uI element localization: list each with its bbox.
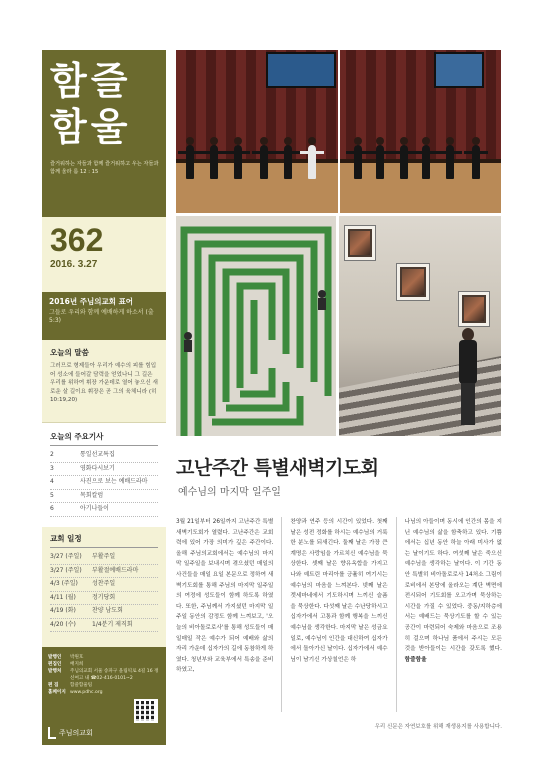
article-label: 영화다시보기 — [80, 464, 115, 472]
issue-block — [42, 217, 166, 292]
homepage-link[interactable]: www.pdhc.org — [70, 690, 103, 695]
stage-screen — [434, 52, 484, 88]
todays-word-text: 그러므로 형제들아 우리가 예수의 피를 힘입어 성소에 들어갈 담력을 얻었나니 그 길은 우리를 위하여 휘장 가운데로 열어 놓으신 새로운 살 길이요 휘장은 곧 그의 육체니라 (히 10:19,20) — [50, 363, 158, 404]
article-row[interactable] — [50, 463, 158, 477]
photo-via-dolorosa-gallery — [339, 216, 501, 436]
publisher-row[interactable] — [48, 689, 160, 696]
performer — [472, 145, 480, 179]
schedule-event: 1/4분기 제직회 — [92, 620, 133, 628]
column-rule — [281, 517, 282, 712]
article-headline: 고난주간 특별새벽기도회 — [176, 457, 379, 479]
article-subheadline: 예수님의 마지막 일주일 — [178, 487, 281, 498]
performer — [446, 145, 454, 179]
issue-number: 362 — [50, 222, 104, 258]
article-page: 2 — [50, 451, 54, 458]
publisher-value: 함즐함울팀 — [70, 683, 93, 688]
schedule-row — [50, 605, 158, 619]
todays-word — [42, 340, 166, 422]
masthead-verse: 즐거워하는 자들과 함께 즐거워하고 우는 자들과 함께 울라 롬 12 : 15 — [50, 161, 159, 175]
article-page: 5 — [50, 491, 54, 499]
photo-worship-drama — [176, 50, 501, 213]
publisher-label: 발행인 — [48, 655, 62, 660]
publisher-info — [42, 647, 166, 745]
performer — [260, 145, 268, 179]
schedule-row — [50, 592, 158, 606]
article-column-2: 찬양과 연주 등의 시간이 있었다. 첫째 날은 성전 정화를 하시는 예수님의 거룩한 분노를 되새긴다. 둘째 날은 가장 큰 계명은 사랑임을 가르치신 예수님을 묵상한다. 셋째 날은 향유옥합을 가지고 나와 예트린 마리아를 긍휼히 여기시는 예수님의 마음을 느껴본다. 넷째 날은 겟세마네에서 기도하시며 느끼신 슬픔을 묵상한다. 다섯째 날은 수난당하시고 십자가에서 고통과 함께 행복을 느끼신 예수님을 생각한다. 마지막 날은 성금요일로, 예수님이 인간을 대신하여 십자가에서 돌아가신 날이다. 십자가에서 예수님이 남기신 가상칠언은 하 — [290, 519, 388, 663]
theme-title: 2016년 주님의교회 표어 — [49, 297, 134, 306]
publisher-value: 배지희 — [70, 662, 84, 667]
masthead-title-line2: 함울 — [50, 104, 132, 149]
issue-date: 2016. 3.27 — [50, 259, 98, 270]
article-label: 목회칼럼 — [80, 491, 104, 499]
schedule-event: 부활주일 — [92, 553, 116, 560]
performer — [234, 145, 242, 179]
schedule-row — [50, 551, 158, 565]
article-page: 3 — [50, 464, 54, 472]
article-row[interactable] — [50, 476, 158, 490]
schedule-date: 4/3 (주일) — [50, 580, 78, 587]
performer — [422, 145, 430, 179]
schedule-event: 찬양 남도회 — [92, 607, 123, 614]
theme-block — [42, 292, 166, 340]
schedule-row — [50, 619, 158, 633]
photo-prayer-labyrinth — [176, 216, 336, 436]
painting-frame — [397, 264, 429, 300]
labyrinth-graphic — [176, 216, 336, 436]
article-page: 4 — [50, 478, 54, 486]
performer — [284, 145, 292, 179]
publisher-value: 박원호 — [70, 655, 84, 660]
masthead — [42, 50, 166, 217]
publisher-row — [48, 654, 160, 661]
schedule-date: 3/27 (주일) — [50, 566, 82, 574]
recycled-paper-note: 우리 신문은 자연보호를 위해 재생용지를 사용합니다. — [374, 724, 502, 730]
article-row[interactable] — [50, 503, 158, 517]
main-articles — [42, 422, 166, 527]
performer — [210, 145, 218, 179]
article-column-1: 3월 21일부터 26일까지 고난주간 특별새벽기도회가 열렸다. 고난주간은 교회력에 있어 가장 의미가 깊은 주간이다. 올해 주님의교회에서는 예수님의 마지막 일주일을 보내시며 겪으셨던 매일의 사건들을 매일 요일 본문으로 정하여 새벽기도회를 통해 주님의 마지막 일주일의 여정에 성도들이 함께 하도록 하였다. 또한, 주님께서 가지셨던 마지막 일주일 동안의 감정도 함께 느껴보고, '오늘의 비아돌로로사'를 통해 성도들이 매일매일 작은 예수가 되어 예배와 삶의 자리 가운데 십자가의 길에 동참하게 하였다. 청년부와 교육부에서 특송을 준비하였고, — [176, 519, 274, 674]
publisher-label: 편집인 — [48, 662, 62, 667]
publisher-row — [48, 661, 160, 668]
main-articles-title: 오늘의 주요기사 — [50, 431, 158, 446]
painting-frame — [459, 292, 489, 326]
performer — [376, 145, 384, 179]
publisher-label: 발행처 — [48, 669, 62, 674]
article-label: 통일선교특집 — [80, 451, 115, 458]
article-label: 사진으로 보는 예배드라마 — [80, 478, 148, 486]
article-row[interactable] — [50, 449, 158, 463]
article-signature: 함즐함울 — [404, 656, 427, 663]
column-rule — [396, 517, 397, 712]
performer — [308, 145, 316, 179]
article-page: 6 — [50, 505, 54, 513]
qr-code-icon[interactable] — [134, 699, 158, 723]
publisher-row — [48, 682, 160, 689]
church-logo — [48, 727, 93, 739]
schedule-date: 4/11 (월) — [50, 593, 76, 601]
stage-screen — [266, 52, 336, 88]
performer — [400, 145, 408, 179]
article-column-3 — [405, 517, 502, 712]
masthead-title-line1: 함즐 — [50, 58, 132, 103]
church-schedule — [42, 527, 166, 647]
performer — [186, 145, 194, 179]
publisher-label: 편 집 — [48, 683, 59, 688]
article-row[interactable] — [50, 490, 158, 504]
publisher-row — [48, 668, 160, 682]
performer — [354, 145, 362, 179]
schedule-event: 정기당회 — [92, 593, 116, 601]
schedule-date: 4/20 (수) — [50, 620, 76, 628]
painting-frame — [345, 226, 375, 260]
photo-divider — [338, 50, 340, 213]
sidebar — [42, 50, 166, 745]
article-label: 아기나들이 — [80, 505, 109, 513]
schedule-event: 성찬주일 — [92, 580, 116, 587]
schedule-date: 4/19 (화) — [50, 607, 76, 614]
church-schedule-title: 교회 일정 — [50, 533, 158, 548]
schedule-date: 3/27 (주일) — [50, 553, 82, 560]
todays-word-title: 오늘의 말씀 — [50, 348, 89, 357]
article-column-3-text: 나님의 아들이며 동시에 인간의 몸을 지닌 예수님의 삶을 함축하고 있다. 기쁨에서는 십년 동안 하늘 아래 미사가 없는 날이기도 하다. 여섯째 날은 죽으신 예수님을 생각하는 날이다. 이 기간 동안 특별히 비아돌로로사 14처소 그림이 로비에서 본당에 올라오는 계단 벽면에 전시되어 기도회를 오고가며 묵상하는 시간을 가질 수 있었다. 중동/지하층에서는 예배드는 묵상기도를 할 수 있는 공간이 마련되어 숙제와 마음으로 조용히 걸으며 하나님 품에서 주시는 모든 것을 받아들이는 시간을 갖도록 했다. — [404, 519, 502, 653]
church-logo-icon — [48, 727, 56, 739]
schedule-row — [50, 578, 158, 592]
schedule-row — [50, 565, 158, 579]
article-body — [176, 517, 502, 712]
publisher-value: 주님의교회 서울 송파구 올림픽로 4길 16 정신여고 내 ☎02-416-0101~2 — [70, 669, 159, 681]
theme-subtitle: 그들로 우리와 함께 예배하게 하소서 (출 5:3) — [49, 309, 154, 324]
person-viewing-painting — [457, 328, 479, 428]
schedule-event: 부활절예배드라마 — [92, 566, 139, 574]
publisher-label: 홈페이지 — [48, 690, 66, 695]
church-name: 주님의교회 — [59, 729, 93, 737]
